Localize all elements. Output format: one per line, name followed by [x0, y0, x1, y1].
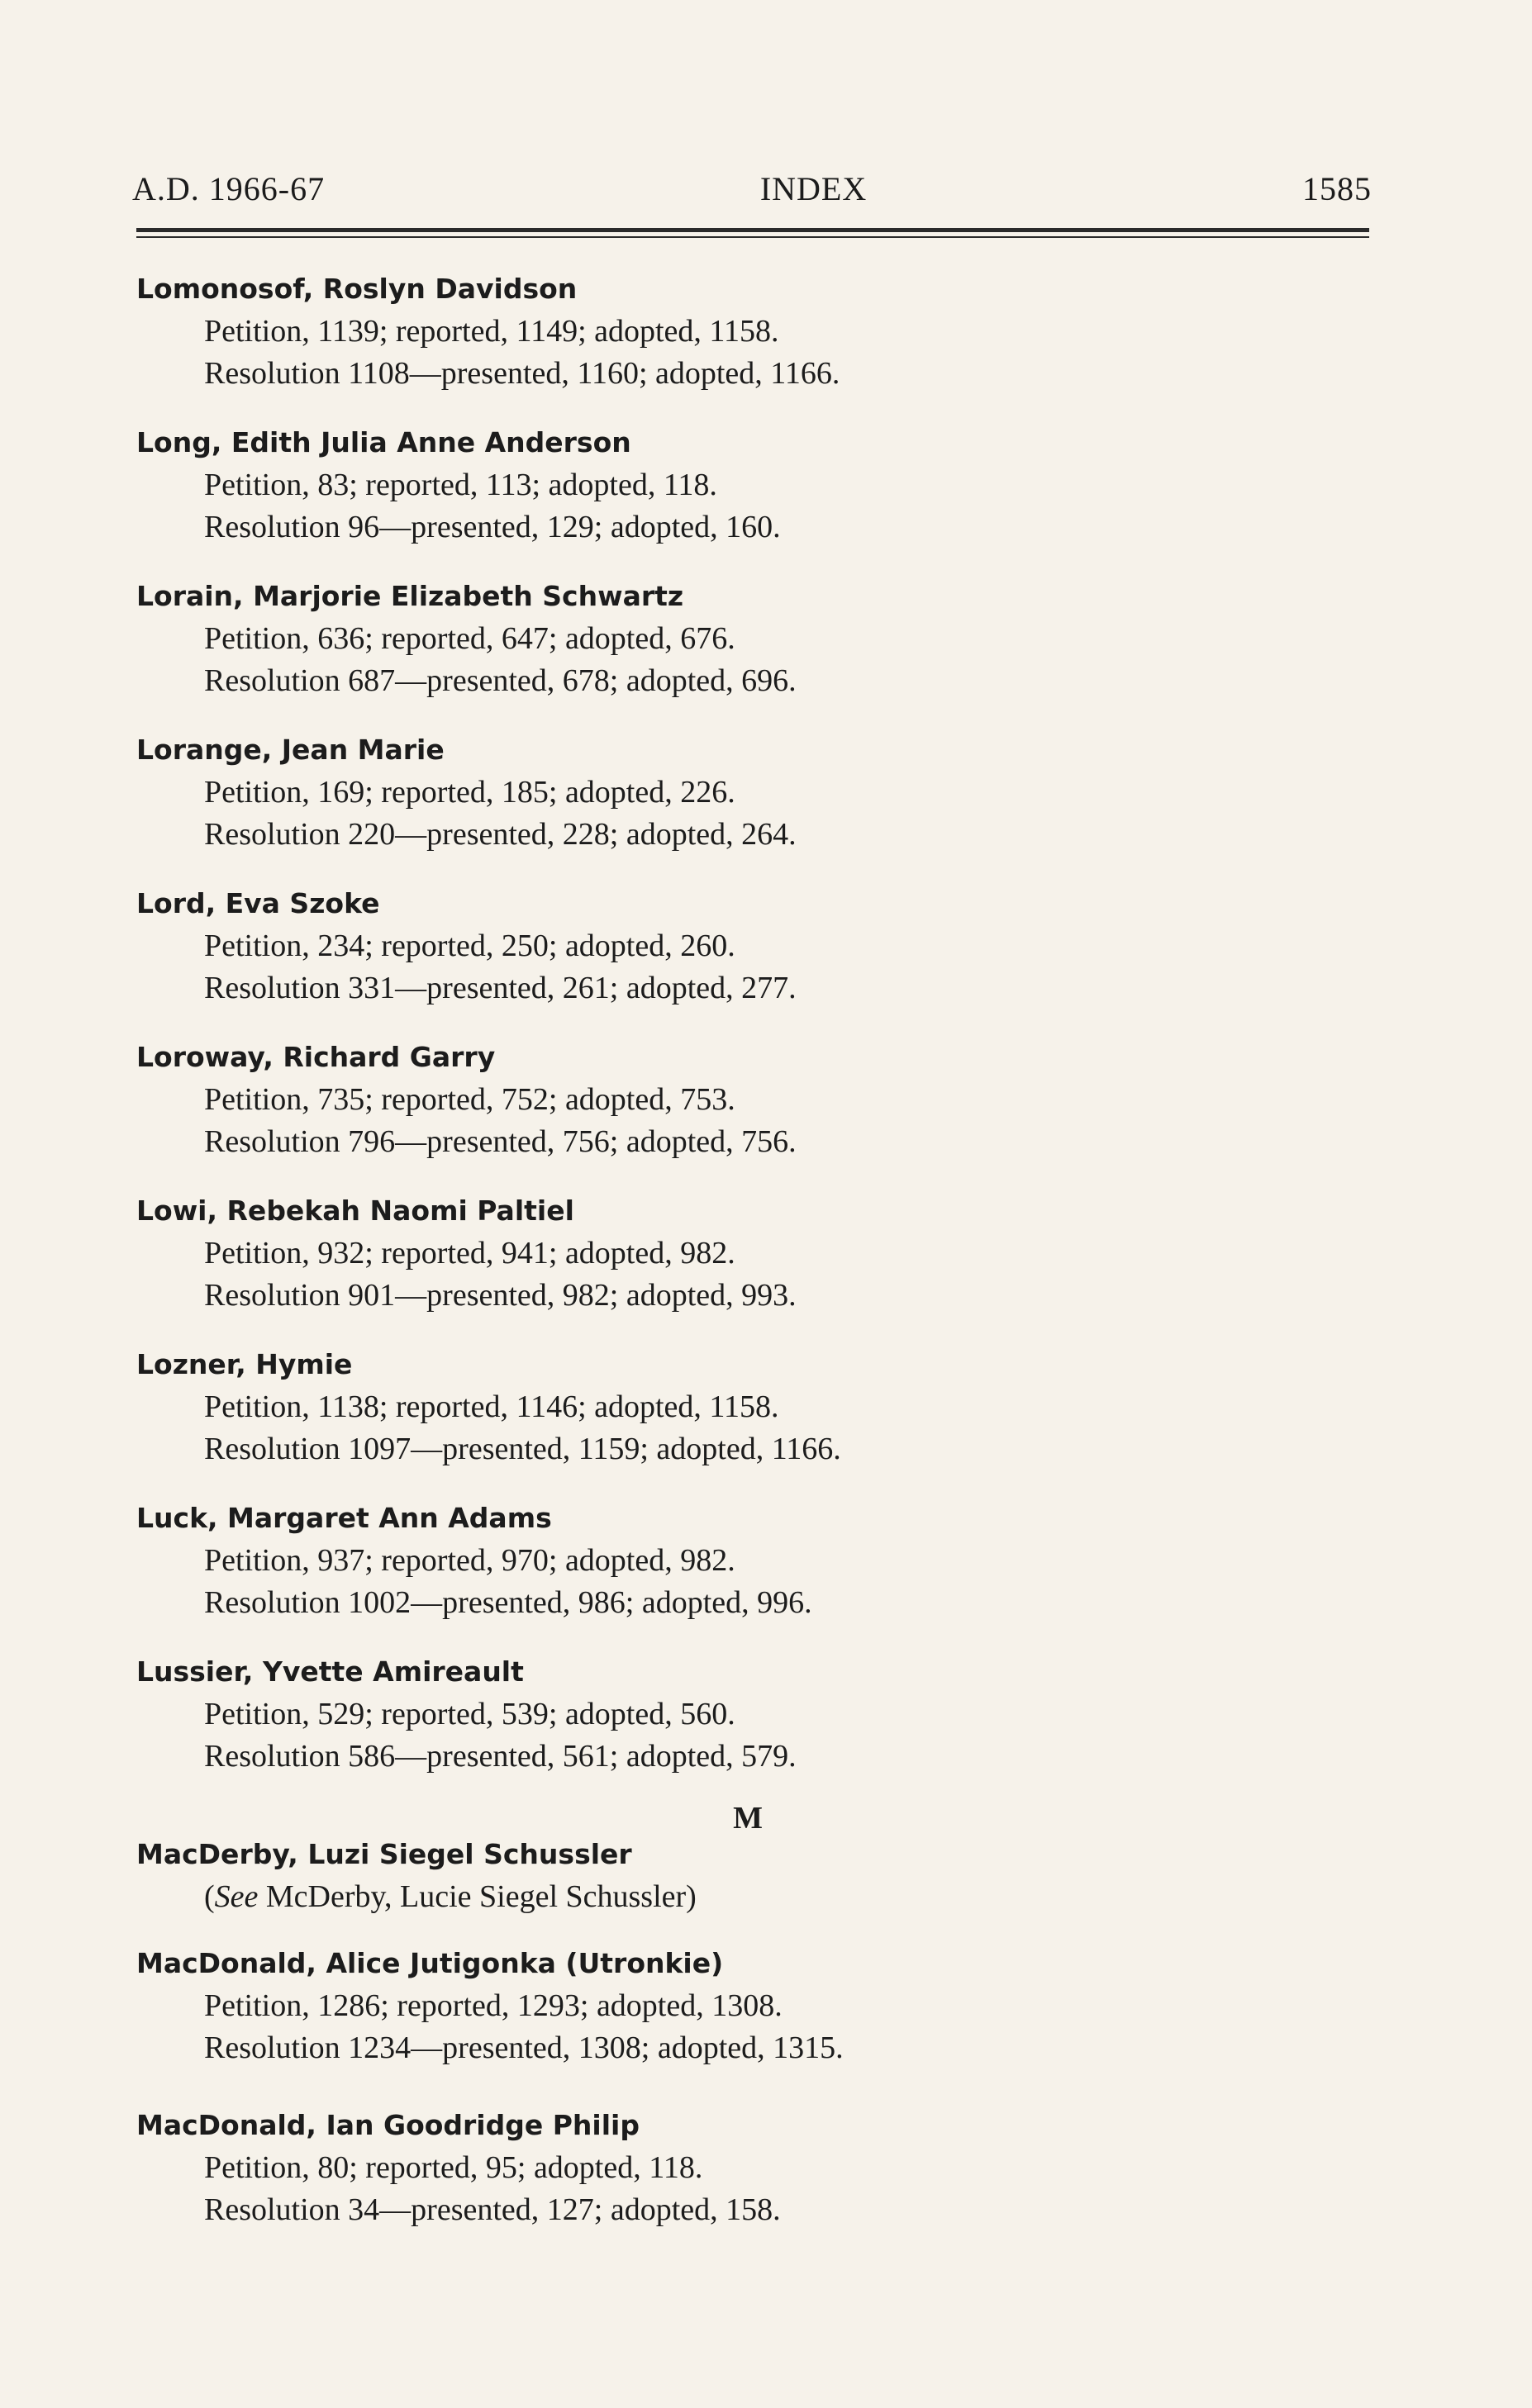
entry-resolution: Resolution 1108—presented, 1160; adopted, 1166.: [204, 356, 840, 391]
index-entry: [136, 887, 1376, 1041]
entry-name: Lorain, Marjorie Elizabeth Schwartz: [136, 580, 684, 612]
entry-petition: Petition, 1286; reported, 1293; adopted, 1308.: [204, 1988, 783, 2023]
entry-resolution: Resolution 34—presented, 127; adopted, 158.: [204, 2192, 781, 2227]
header-rule-thin: [136, 236, 1369, 238]
entry-petition: Petition, 234; reported, 250; adopted, 260.: [204, 929, 735, 963]
entry-resolution: Resolution 687—presented, 678; adopted, 696.: [204, 663, 797, 698]
index-entry: [136, 1041, 1376, 1195]
entry-name: Loroway, Richard Garry: [136, 1041, 496, 1073]
index-entry: [136, 426, 1376, 580]
index-entries: [136, 273, 1376, 2263]
entry-petition: Petition, 937; reported, 970; adopted, 982.: [204, 1543, 735, 1578]
index-entry: [136, 273, 1376, 426]
entry-name: Long, Edith Julia Anne Anderson: [136, 426, 631, 458]
index-entry: [136, 580, 1376, 734]
section-divider: [136, 1800, 1376, 1838]
entry-petition: Petition, 169; reported, 185; adopted, 226.: [204, 775, 735, 810]
section-letter: M: [733, 1801, 763, 1836]
entry-resolution: Resolution 901—presented, 982; adopted, 993.: [204, 1278, 797, 1313]
entry-petition: Petition, 636; reported, 647; adopted, 676.: [204, 621, 735, 656]
index-entry: [136, 2109, 1376, 2263]
entry-resolution: Resolution 220—presented, 228; adopted, 264.: [204, 817, 797, 852]
entry-resolution: Resolution 1097—presented, 1159; adopted, 1166.: [204, 1432, 841, 1466]
index-entry: [136, 734, 1376, 887]
entry-petition: Petition, 80; reported, 95; adopted, 118.: [204, 2150, 703, 2185]
index-entry: [136, 1655, 1376, 1800]
page-header: [132, 169, 1372, 208]
entry-name: MacDonald, Ian Goodridge Philip: [136, 2109, 640, 2141]
entry-resolution: Resolution 586—presented, 561; adopted, 579.: [204, 1739, 797, 1774]
header-rule-thick: [136, 228, 1369, 232]
see-entry: [136, 1838, 1376, 1947]
entry-petition: Petition, 83; reported, 113; adopted, 118.: [204, 468, 717, 502]
open-paren: (: [204, 1879, 215, 1914]
see-target: McDerby, Lucie Siegel Schussler): [258, 1879, 697, 1914]
entry-name: Lowi, Rebekah Naomi Paltiel: [136, 1195, 574, 1227]
entry-name: Luck, Margaret Ann Adams: [136, 1502, 552, 1534]
entry-petition: Petition, 1138; reported, 1146; adopted, 1158.: [204, 1389, 779, 1424]
index-entry: [136, 1195, 1376, 1348]
entry-resolution: Resolution 331—presented, 261; adopted, 277.: [204, 971, 797, 1005]
entry-petition: Petition, 735; reported, 752; adopted, 753.: [204, 1082, 735, 1117]
header-date: A.D. 1966-67: [132, 170, 326, 207]
page-number: 1585: [1301, 170, 1372, 207]
header-title: INDEX: [759, 170, 868, 207]
entry-name: Lussier, Yvette Amireault: [136, 1655, 524, 1688]
see-word: See: [214, 1879, 259, 1914]
index-entry: [136, 1502, 1376, 1655]
entry-resolution: Resolution 96—presented, 129; adopted, 160.: [204, 510, 781, 544]
entry-name: Lozner, Hymie: [136, 1348, 353, 1380]
entry-resolution: Resolution 1234—presented, 1308; adopted, 1315.: [204, 2030, 844, 2065]
entry-petition: Petition, 1139; reported, 1149; adopted, 1158.: [204, 314, 779, 349]
entry-petition: Petition, 932; reported, 941; adopted, 982.: [204, 1236, 735, 1270]
entry-name: Lord, Eva Szoke: [136, 887, 380, 919]
index-entry: [136, 1947, 1376, 2109]
entry-name: MacDerby, Luzi Siegel Schussler: [136, 1838, 632, 1870]
entry-name: Lomonosof, Roslyn Davidson: [136, 273, 578, 305]
entry-name: MacDonald, Alice Jutigonka (Utronkie): [136, 1947, 724, 1979]
entry-petition: Petition, 529; reported, 539; adopted, 560.: [204, 1697, 735, 1731]
entry-name: Lorange, Jean Marie: [136, 734, 445, 766]
entry-resolution: Resolution 796—presented, 756; adopted, 756.: [204, 1124, 797, 1159]
index-entry: [136, 1348, 1376, 1502]
entry-resolution: Resolution 1002—presented, 986; adopted, 996.: [204, 1585, 812, 1620]
see-reference: [136, 1876, 1376, 1918]
